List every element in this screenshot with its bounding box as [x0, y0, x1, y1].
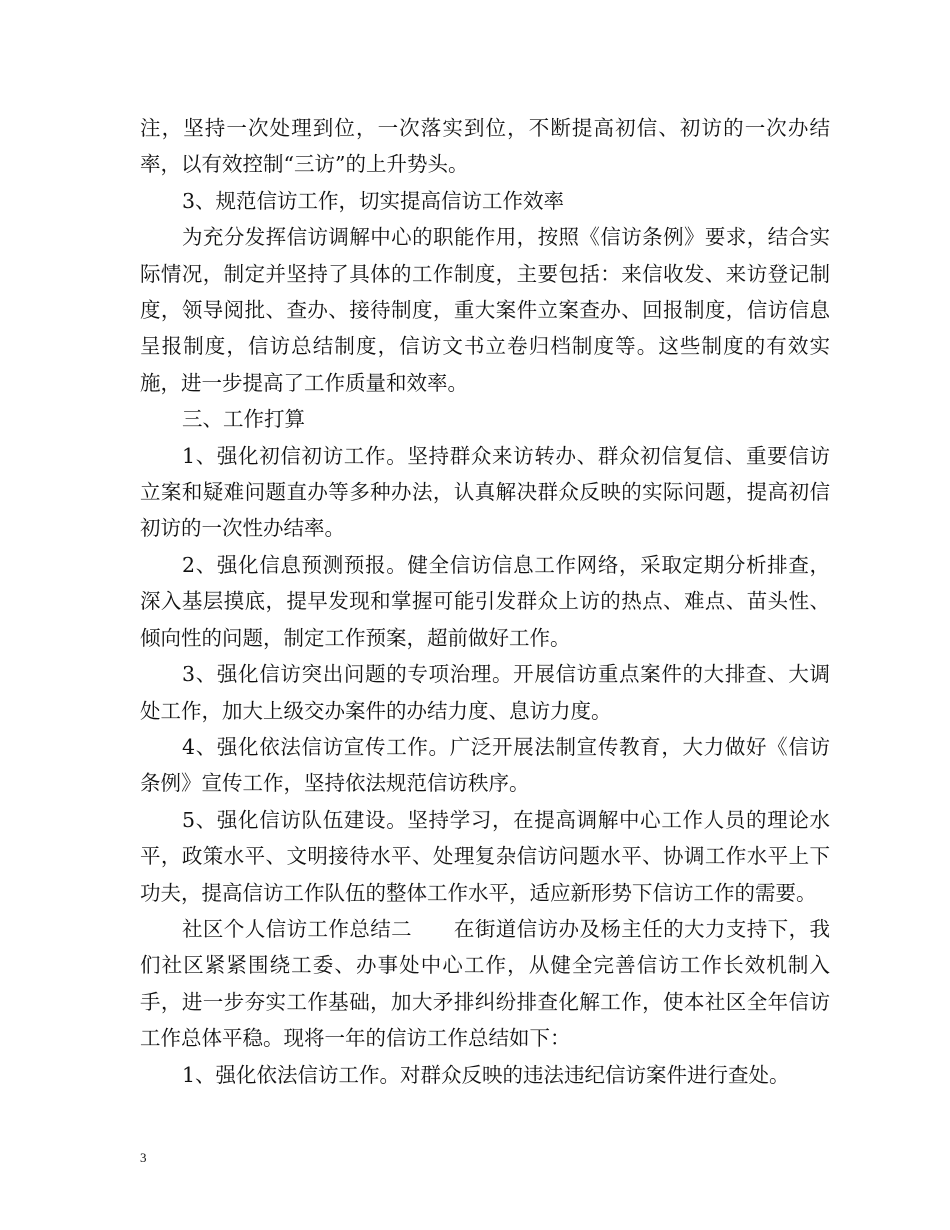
paragraph-work-system: 为充分发挥信访调解中心的职能作用，按照《信访条例》要求，结合实际情况，制定并坚持了具体的工作制度，主要包括：来信收发、来访登记制度，领导阅批、查办、接待制度，重大案件立案查办、回报制度，信访信息呈报制度，信访总结制度，信访文书立卷归档制度等。这些制度的有效实施，进一步提高了工作质量和效率。	[140, 225, 830, 395]
paragraph-plan-item-3: 3、强化信访突出问题的专项治理。开展信访重点案件的大排查、大调处工作，加大上级交办案件的办结力度、息访力度。	[140, 662, 830, 723]
paragraph-plan-item-2: 2、强化信息预测预报。健全信访信息工作网络，采取定期分析排查，深入基层摸底，提早发现和掌握可能引发群众上访的热点、难点、苗头性、倾向性的问题，制定工作预案，超前做好工作。	[140, 552, 830, 650]
section-heading-work-plan: 三、工作打算	[182, 407, 305, 432]
paragraph-plan-item-5: 5、强化信访队伍建设。坚持学习，在提高调解中心工作人员的理论水平，政策水平、文明接待水平、处理复杂信访问题水平、协调工作水平上下功夫，提高信访工作队伍的整体工作水平，适应新形势下信访工作的需要。	[140, 807, 830, 905]
document-body	[140, 110, 830, 1093]
paragraph-plan-item-4: 4、强化依法信访宣传工作。广泛开展法制宣传教育，大力做好《信访条例》宣传工作，坚持依法规范信访秩序。	[140, 734, 830, 796]
paragraph-continuation: 注，坚持一次处理到位，一次落实到位，不断提高初信、初访的一次办结率，以有效控制“三访”的上升势头。	[140, 116, 830, 177]
paragraph-summary-two-item-1: 1、强化依法信访工作。对群众反映的违法违纪信访案件进行查处。	[182, 1062, 790, 1087]
paragraph-heading-standardize: 3、规范信访工作，切实提高信访工作效率	[182, 188, 565, 213]
page-number: 3	[140, 1150, 147, 1165]
paragraph-summary-two-intro: 社区个人信访工作总结二 在街道信访办及杨主任的大力支持下，我们社区紧紧围绕工委、办事处中心工作，从健全完善信访工作长效机制入手，进一步夯实工作基础，加大矛排纠纷排查化解工作，使本社区全年信访工作总体平稳。现将一年的信访工作总结如下：	[140, 916, 830, 1051]
paragraph-plan-item-1: 1、强化初信初访工作。坚持群众来访转办、群众初信复信、重要信访立案和疑难问题直办等多种办法，认真解决群众反映的实际问题，提高初信初访的一次性办结率。	[140, 443, 830, 541]
